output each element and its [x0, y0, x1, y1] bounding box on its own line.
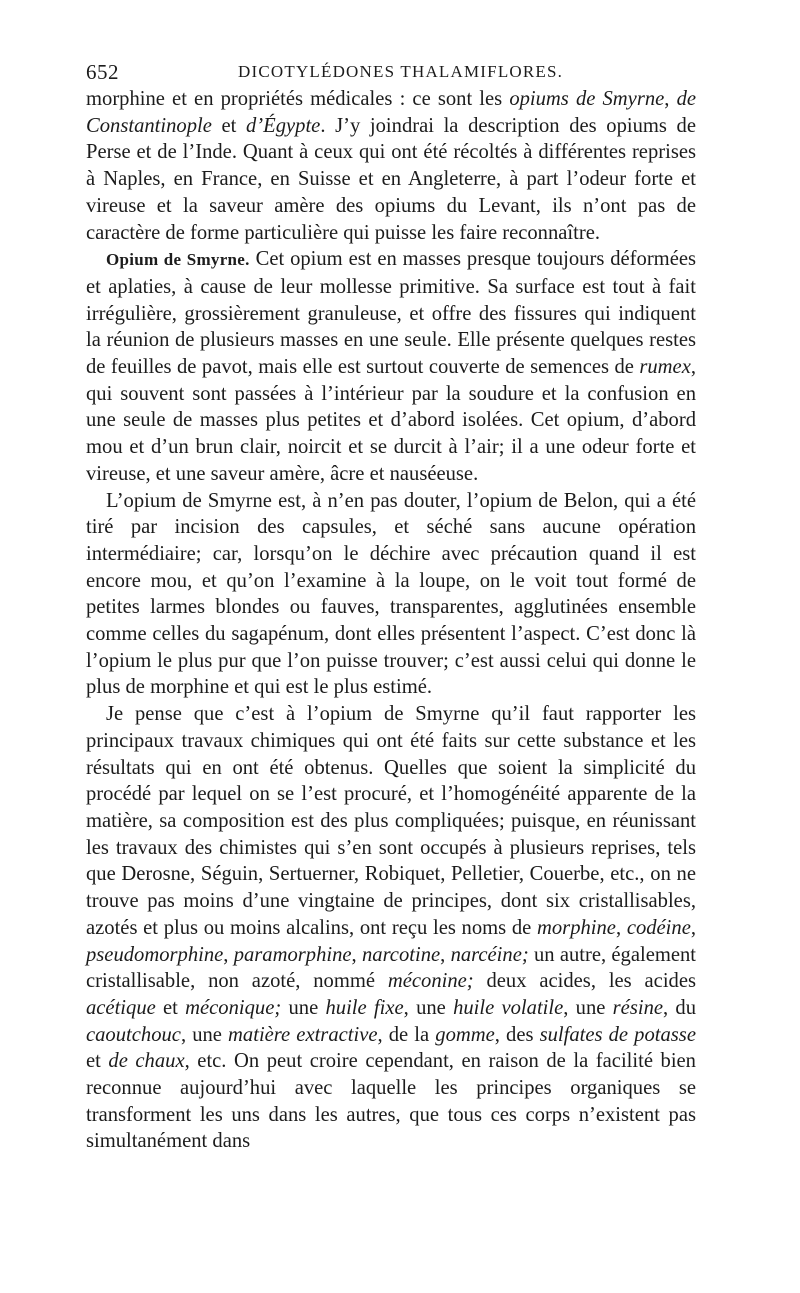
body-text — [86, 86, 696, 1155]
paragraph-p4 — [86, 701, 696, 1155]
text-run: , une — [563, 996, 613, 1019]
italic-term: codéine — [626, 916, 691, 939]
text-run: , etc. On peut croire cependant, en raison de la facilité bien reconnue aujourd’hui avec laquelle les principes organiques se transforment les uns dans les autres, que tous ces corps n’existent pas simultanément dans — [86, 1050, 696, 1153]
italic-term: acétique — [86, 996, 156, 1019]
text-run: et — [211, 114, 246, 137]
italic-term: matière extractive — [228, 1023, 378, 1046]
running-title: DICOTYLÉDONES THALAMIFLORES. — [238, 62, 564, 81]
text-run: , de la — [377, 1023, 436, 1046]
text-run: , une — [180, 1023, 229, 1046]
section-heading: Opium de Smyrne. — [106, 250, 250, 270]
italic-term: rumex — [639, 356, 691, 379]
text-run: , — [690, 916, 697, 939]
italic-term: résine — [612, 996, 663, 1019]
italic-term: caoutchouc — [86, 1023, 181, 1046]
page-number: 652 — [86, 60, 119, 84]
text-run: , qui souvent sont passées à l’intérieur par la soudure et la confusion en une seule de masses plus petites et d’abord isolées. Cet opium, d’abord mou et d’un brun clair, noircit et se durcit à l’air; il a une odeur forte et vireuse, et une saveur amère, âcre et nauséeuse. — [86, 356, 696, 485]
text-run: . J’y joindrai la description des opiums de Perse et de l’Inde. Quant à ceux qui ont été récoltés à différentes reprises à Naples, en France, en Suisse et en Angleterre, à part l’odeur forte et vireuse et la saveur amère des opiums du Levant, ils n’ont pas de caractère de forme particulière qui puisse les faire reconnaître. — [86, 114, 696, 244]
italic-term: méconine; — [387, 970, 474, 993]
italic-term: de Constantinople — [86, 88, 696, 137]
text-run: Je pense que c’est à l’opium de Smyrne qu’il faut rapporter les principaux travaux chimiques qui ont été faits sur cette substance et les résultats qui en ont été obtenus. Quelles que soient la simplicité du procédé par lequel on se l’est procuré, et l’homogénéité apparente de la matière, sa composition est des plus compliquées; puisque, en réunissant les travaux des chimistes qui s’en sont occupés à plusieurs reprises, tels que Derosne, Séguin, Sertuerner, Robiquet, Pelletier, Couerbe, etc., on ne trouve pas moins d’une vingtaine de principes, dont six cristallisables, azotés et plus ou moins alcalins, ont reçu les noms de — [86, 703, 696, 939]
text-run: Cet opium est en masses presque toujours déformées et aplaties, à cause de leur mollesse primitive. Sa surface est tout à fait irrégulière, grossièrement granuleuse, et offre des fissures qui indiquent la réunion de plusieurs masses en une seule. Elle présente quelques restes de feuilles de pavot, mais elle est surtout couverte de semences de — [86, 248, 696, 379]
text-run: morphine et en propriétés médicales : ce sont les — [86, 88, 510, 110]
text-run: une — [281, 996, 326, 1019]
italic-term: narcéine; — [450, 943, 529, 966]
book-page — [86, 56, 696, 1155]
italic-term: gomme — [435, 1023, 495, 1046]
text-run: et — [86, 1050, 109, 1073]
italic-term: huile volatile — [453, 996, 564, 1019]
text-run: , — [615, 916, 627, 939]
paragraph-p1 — [86, 86, 696, 246]
paragraph-p2 — [86, 246, 696, 487]
italic-term: narcotine — [361, 943, 441, 966]
italic-term: opiums de Smyrne — [509, 88, 665, 110]
italic-term: paramorphine — [233, 943, 352, 966]
running-header — [86, 56, 696, 86]
text-run: deux acides, les acides — [473, 970, 696, 993]
paragraph-p3 — [86, 488, 696, 702]
text-run: , — [440, 943, 451, 966]
text-run: , du — [663, 996, 697, 1019]
text-run: et — [155, 996, 186, 1019]
text-run: , une — [403, 996, 454, 1019]
italic-term: morphine — [537, 916, 616, 939]
text-run: , des — [494, 1023, 540, 1046]
italic-term: pseudomorphine — [86, 943, 224, 966]
italic-term: de chaux — [108, 1050, 185, 1073]
text-run: L’opium de Smyrne est, à n’en pas douter, l’opium de Belon, qui a été tiré par incision des capsules, et séché sans aucune opération intermédiaire; car, lorsqu’on le déchire avec précaution quand il est encore mou, et qu’on l’examine à la loupe, on le voit tout formé de petites larmes blondes ou fauves, transparentes, agglutinées ensemble comme celles du sagapénum, dont elles présentent l’aspect. C’est donc là l’opium le plus pur que l’on puisse trouver; c’est aussi celui qui donne le plus de morphine et qui est le plus estimé. — [86, 489, 696, 699]
text-run: , — [664, 88, 677, 110]
italic-term: huile fixe — [325, 996, 404, 1019]
italic-term: méconique; — [185, 996, 282, 1019]
italic-term: sulfates de potasse — [539, 1023, 696, 1046]
text-run: , — [223, 943, 234, 966]
text-run: un autre, également cristallisable, non azoté, nommé — [86, 943, 697, 993]
italic-term: d’Égypte — [245, 114, 321, 137]
text-run: , — [351, 943, 362, 966]
